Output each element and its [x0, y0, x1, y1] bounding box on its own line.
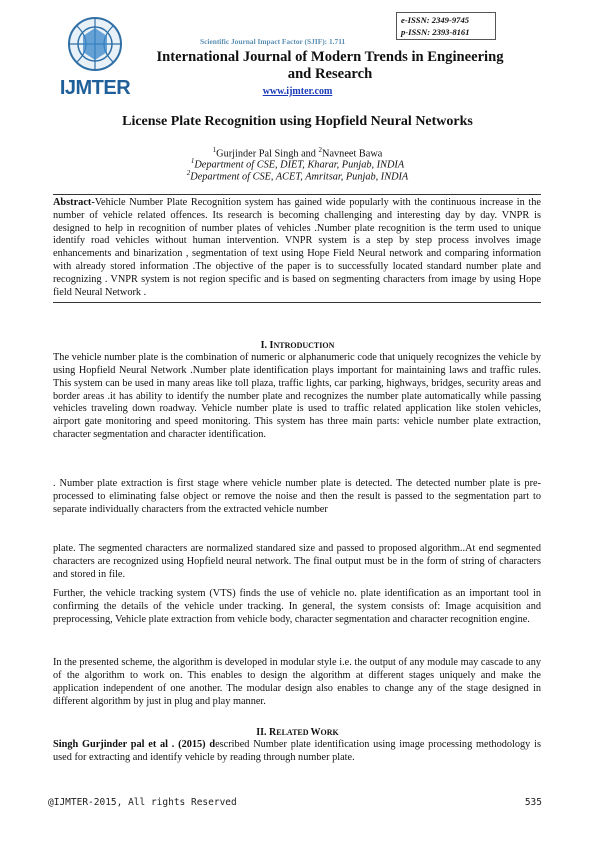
abstract-label: Abstract-: [53, 197, 95, 208]
section2-initial: R: [269, 727, 277, 738]
journal-name: [110, 49, 550, 83]
issn-print: p-ISSN: 2393-8161: [401, 27, 470, 37]
footer-copyright: @IJMTER-2015, All rights Reserved: [48, 797, 237, 808]
journal-url-link[interactable]: www.ijmter.com: [262, 86, 333, 97]
citation-author: Singh Gurjinder pal et al . (2015) d: [53, 739, 216, 750]
paragraph-5: In the presented scheme, the algorithm is developed in modular style i.e. the output of any module may cascade to any of the algorithm to work on. This enables to design the algorithm at different stages uniquely and make the application independent of one another. The modular design also enables to change any of the stage designed in different algorithm by just in plug and play manner.: [53, 657, 541, 707]
section2-number: II.: [256, 727, 269, 738]
aff1-text: Department of CSE, DIET, Kharar, Punjab, INDIA: [194, 159, 405, 171]
author1-sup: 1: [212, 146, 217, 154]
section-heading-introduction: [0, 340, 595, 351]
author1: Gurjinder Pal Singh and: [216, 148, 319, 160]
journal-name-line2: and Research: [287, 66, 373, 82]
impact-factor: Scientific Journal Impact Factor (SJIF): 1.711: [200, 37, 346, 46]
paragraph-6: [53, 739, 541, 765]
aff2-sup: 2: [186, 169, 191, 177]
paragraph-4: Further, the vehicle tracking system (VTS) finds the use of vehicle no. plate identification as an important tool in confirming the details of the vehicle under tracking. In general, the system consists of: Image acquisition and preprocessing, Vehicle plate extraction from vehicle body, character segmentation and character recognition engine.: [53, 588, 541, 625]
section1-number: I.: [260, 340, 270, 351]
section2-initial2: W: [310, 727, 321, 738]
author2: Navneet Bawa: [322, 148, 383, 160]
issn-online: e-ISSN: 2349-9745: [401, 15, 470, 25]
section-heading-related-work: [0, 727, 595, 738]
paper-title: License Plate Recognition using Hopfield Neural Networks: [122, 114, 473, 129]
section1-initial: I: [269, 340, 274, 351]
issn-box: [396, 12, 496, 40]
abstract-block: [53, 194, 541, 303]
paragraph-3: plate. The segmented characters are normalized standared size and passed to proposed algorithm..At end segmented characters are recognized using Hopfield neural network. The final output must be in the form of string of characters and stored in file.: [53, 543, 541, 580]
journal-name-line1: International Journal of Modern Trends in Engineering: [156, 49, 504, 65]
abstract-text: Vehicle Number Plate Recognition system has gained wide popularly with the continuous increase in the number of vehicle related offences. Its research is becoming challenging and interesting day by day. VNPR is designed to help in recognition of number plates of vehicles .Number plate recognition is the term used to unique identify road vehicles without human intervention. VNPR system is a step by step process involves image enhancements and binarization , segmentation of text using Hope Field Neural network and comparing information with already stored information .The objective of the paper is to successfully located standard number plate and recognizing . VNPR system is not region specific and is based on segmenting characters from image by using Hope field Neural Network .: [53, 197, 541, 298]
logo-text: IJMTER: [59, 77, 131, 99]
section2-rest2: ORK: [320, 728, 339, 737]
aff2-text: Department of CSE, ACET, Amritsar, Punjab, INDIA: [190, 171, 409, 183]
paragraph-1: The vehicle number plate is the combination of numeric or alphanumeric code that uniquely recognizes the vehicle by using Hopfield Neural Network .Number plate identification plays important for maintaining laws and traffic rules. This system can be used in many areas like toll plaza, traffic lights, car parking, highways, bridges, security areas and border areas .it has ability to identify the number plate and recognizes the number plate automatically while passing vehicles traveling down roadway. Vehicle number plate is used to traffic related application like stolen vehicles, airport gate monitoring and speed monitoring. This system has three main parts: vehicle number plate extraction, character segmentation and character identification.: [53, 352, 541, 441]
aff1-sup: 1: [190, 157, 195, 165]
section1-rest: NTRODUCTION: [273, 341, 335, 350]
author2-sup: 2: [318, 146, 323, 154]
paragraph-2: . Number plate extraction is first stage where vehicle number plate is detected. The detected number plate is pre-processed to eliminating false object or remove the noise and then the result is passed to the segmentation part to separate individually characters from the extracted vehicle number: [53, 478, 541, 515]
paragraph-6-text: escribed Number plate identification using image processing methodology is used for extracting and identify vehicle by reading through number plate.: [53, 739, 541, 763]
section2-rest: ELATED: [276, 728, 311, 737]
page-number: 535: [524, 797, 542, 808]
affiliation-2: [0, 169, 595, 182]
footer: [48, 797, 542, 808]
